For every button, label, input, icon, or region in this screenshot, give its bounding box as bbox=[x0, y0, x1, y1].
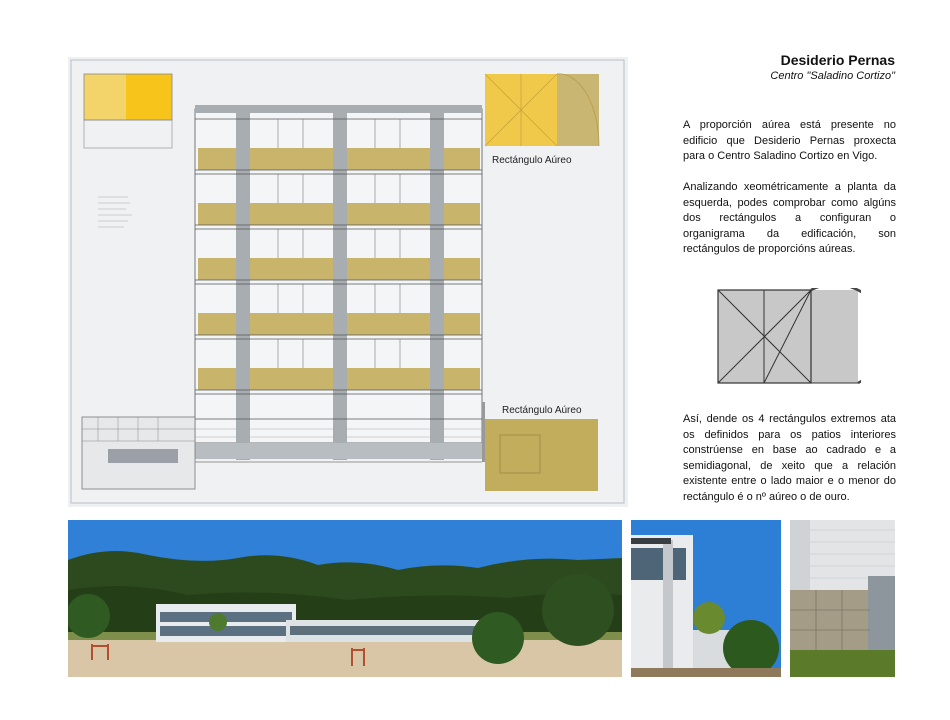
page-title: Desiderio Pernas bbox=[780, 52, 895, 68]
school-panorama-photo bbox=[68, 520, 622, 677]
facade-photo bbox=[631, 520, 781, 677]
wall-detail-photo bbox=[790, 520, 895, 677]
facade-drawing bbox=[631, 520, 781, 677]
floor-plan bbox=[68, 57, 628, 507]
analysis-paragraph: Analizando xeométricamente a planta da esquerda, podes comprobar como algúns dos rectángulos a configuran o organigrama da edificación, son rectángulos de proporcións aúreas. bbox=[683, 181, 896, 255]
golden-rectangle-label-top: Rectángulo Aúreo bbox=[492, 155, 572, 166]
golden-rectangle-diagram bbox=[716, 288, 861, 385]
wall-detail-drawing bbox=[790, 520, 895, 677]
school-panorama-drawing bbox=[68, 520, 622, 677]
conclusion-paragraph: Así, dende os 4 rectángulos extremos ata os definidos para os patios interiores constrúense en base ao cadrado e a semidiagonal, de xeito que a relación existente entre o lado maior e o menor do rectángulo é o nº aúreo o de ouro. bbox=[683, 413, 896, 503]
floor-plan-drawing bbox=[68, 57, 628, 507]
intro-paragraph: A proporción aúrea está presente no edificio que Desiderio Pernas proxecta para o Centro Saladino Cortizo en Vigo. bbox=[683, 119, 896, 162]
page-subtitle: Centro "Saladino Cortizo" bbox=[770, 70, 895, 82]
golden-rectangle-label-bottom: Rectángulo Aúreo bbox=[502, 405, 582, 416]
